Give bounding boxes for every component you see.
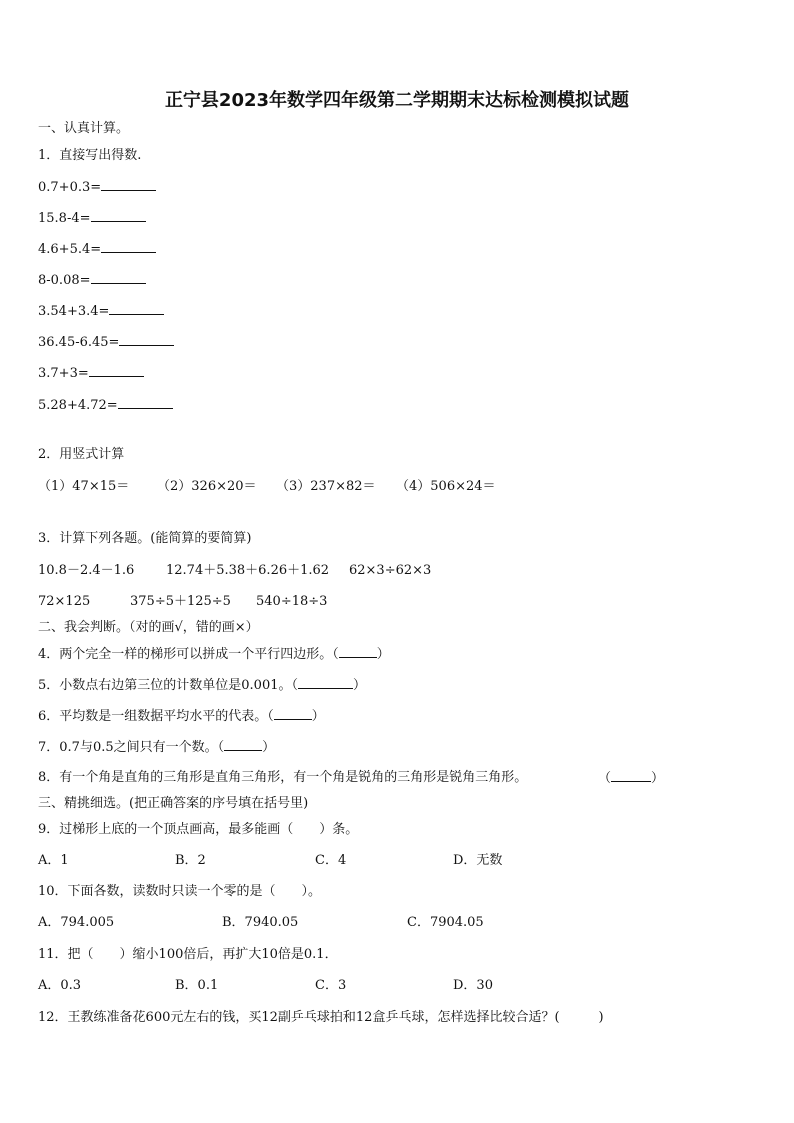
answer-blank[interactable]: [119, 333, 174, 346]
q3-item: 375÷5＋125÷5: [130, 594, 231, 609]
close-paren: ）: [651, 771, 665, 786]
option-a[interactable]: A．794.005: [38, 915, 115, 930]
q1-item: [38, 396, 173, 415]
question-6-text: 6．平均数是一组数据平均水平的代表。（: [38, 709, 274, 724]
question-11-stem: 11．把（ ）缩小100倍后，再扩大10倍是0.1．: [38, 947, 338, 962]
q1-item: [38, 271, 146, 290]
answer-blank[interactable]: [91, 271, 146, 284]
answer-blank[interactable]: [118, 396, 173, 409]
open-paren: （: [598, 771, 612, 786]
answer-blank[interactable]: [101, 178, 156, 191]
q1-item-text: 3.7+3=: [38, 366, 89, 381]
q2-item: （1）47×15＝: [38, 479, 130, 494]
q1-item: [38, 209, 146, 228]
answer-blank[interactable]: [89, 364, 144, 377]
q1-item: [38, 333, 174, 352]
answer-blank[interactable]: [611, 769, 651, 782]
q3-item: 10.8－2.4－1.6: [38, 563, 135, 578]
page-title: 正宁县2023年数学四年级第二学期期末达标检测模拟试题: [164, 90, 630, 111]
q2-item: （2）326×20＝: [157, 479, 257, 494]
option-d[interactable]: D．无数: [453, 853, 503, 868]
section-heading-2: 二、我会判断。（对的画√，错的画×）: [38, 620, 259, 635]
option-d[interactable]: D．30: [453, 978, 493, 993]
question-1-stem: 1．直接写出得数.: [38, 148, 142, 163]
q1-item-text: 4.6+5.4=: [38, 242, 102, 257]
close-paren: ）: [311, 709, 325, 724]
question-4: [38, 645, 390, 664]
option-a[interactable]: A．1: [38, 853, 69, 868]
option-a[interactable]: A．0.3: [38, 978, 82, 993]
answer-blank[interactable]: [274, 707, 312, 720]
question-5: [38, 676, 366, 695]
close-paren: ）: [353, 678, 367, 693]
question-5-text: 5．小数点右边第三位的计数单位是0.001。（: [38, 678, 298, 693]
question-2-stem: 2．用竖式计算: [38, 447, 125, 462]
answer-blank[interactable]: [339, 645, 377, 658]
question-4-text: 4．两个完全一样的梯形可以拼成一个平行四边形。（: [38, 647, 339, 662]
section-heading-3: 三、精挑细选。(把正确答案的序号填在括号里): [38, 796, 309, 811]
question-7: [38, 738, 275, 757]
option-b[interactable]: B．2: [175, 853, 206, 868]
question-8-answer: [598, 769, 664, 788]
close-paren: ）: [262, 740, 276, 755]
q1-item: [38, 240, 156, 259]
answer-blank[interactable]: [109, 302, 164, 315]
q1-item: [38, 302, 164, 321]
section-heading-1: 一、认真计算。: [38, 121, 130, 136]
q1-item-text: 3.54+3.4=: [38, 304, 110, 319]
question-9-stem: 9．过梯形上底的一个顶点画高，最多能画（ ）条。: [38, 822, 359, 837]
q1-item-text: 5.28+4.72=: [38, 398, 118, 413]
question-8: 8．有一个角是直角的三角形是直角三角形，有一个角是锐角的三角形是锐角三角形。: [38, 770, 528, 785]
question-6: [38, 707, 325, 726]
answer-blank[interactable]: [224, 738, 262, 751]
q1-item-text: 36.45-6.45=: [38, 335, 120, 350]
q3-item: 12.74＋5.38＋6.26＋1.62: [166, 563, 330, 578]
q1-item: [38, 178, 156, 197]
option-c[interactable]: C．4: [315, 853, 347, 868]
q1-item-text: 0.7+0.3=: [38, 180, 102, 195]
option-c[interactable]: C．3: [315, 978, 347, 993]
answer-blank[interactable]: [101, 240, 156, 253]
q3-item: 72×125: [38, 594, 91, 609]
question-10-stem: 10．下面各数，读数时只读一个零的是（ ）。: [38, 884, 322, 899]
q2-item: （3）237×82＝: [276, 479, 376, 494]
q1-item-text: 15.8-4=: [38, 211, 91, 226]
close-paren: ）: [376, 647, 390, 662]
q3-item: 540÷18÷3: [256, 594, 328, 609]
answer-blank[interactable]: [91, 209, 146, 222]
question-12-stem: 12．王教练准备花600元左右的钱，买12副乒乓球拍和12盒乒乓球，怎样选择比较合适？( ): [38, 1010, 604, 1025]
option-c[interactable]: C．7904.05: [407, 915, 484, 930]
q1-item-text: 8-0.08=: [38, 273, 91, 288]
question-3-stem: 3．计算下列各题。(能简算的要简算): [38, 531, 252, 546]
q2-item: （4）506×24＝: [396, 479, 496, 494]
option-b[interactable]: B．7940.05: [222, 915, 299, 930]
q1-item: [38, 364, 144, 383]
question-7-text: 7．0.7与0.5之间只有一个数。（: [38, 740, 225, 755]
answer-blank[interactable]: [298, 676, 353, 689]
q3-item: 62×3÷62×3: [349, 563, 432, 578]
option-b[interactable]: B．0.1: [175, 978, 219, 993]
